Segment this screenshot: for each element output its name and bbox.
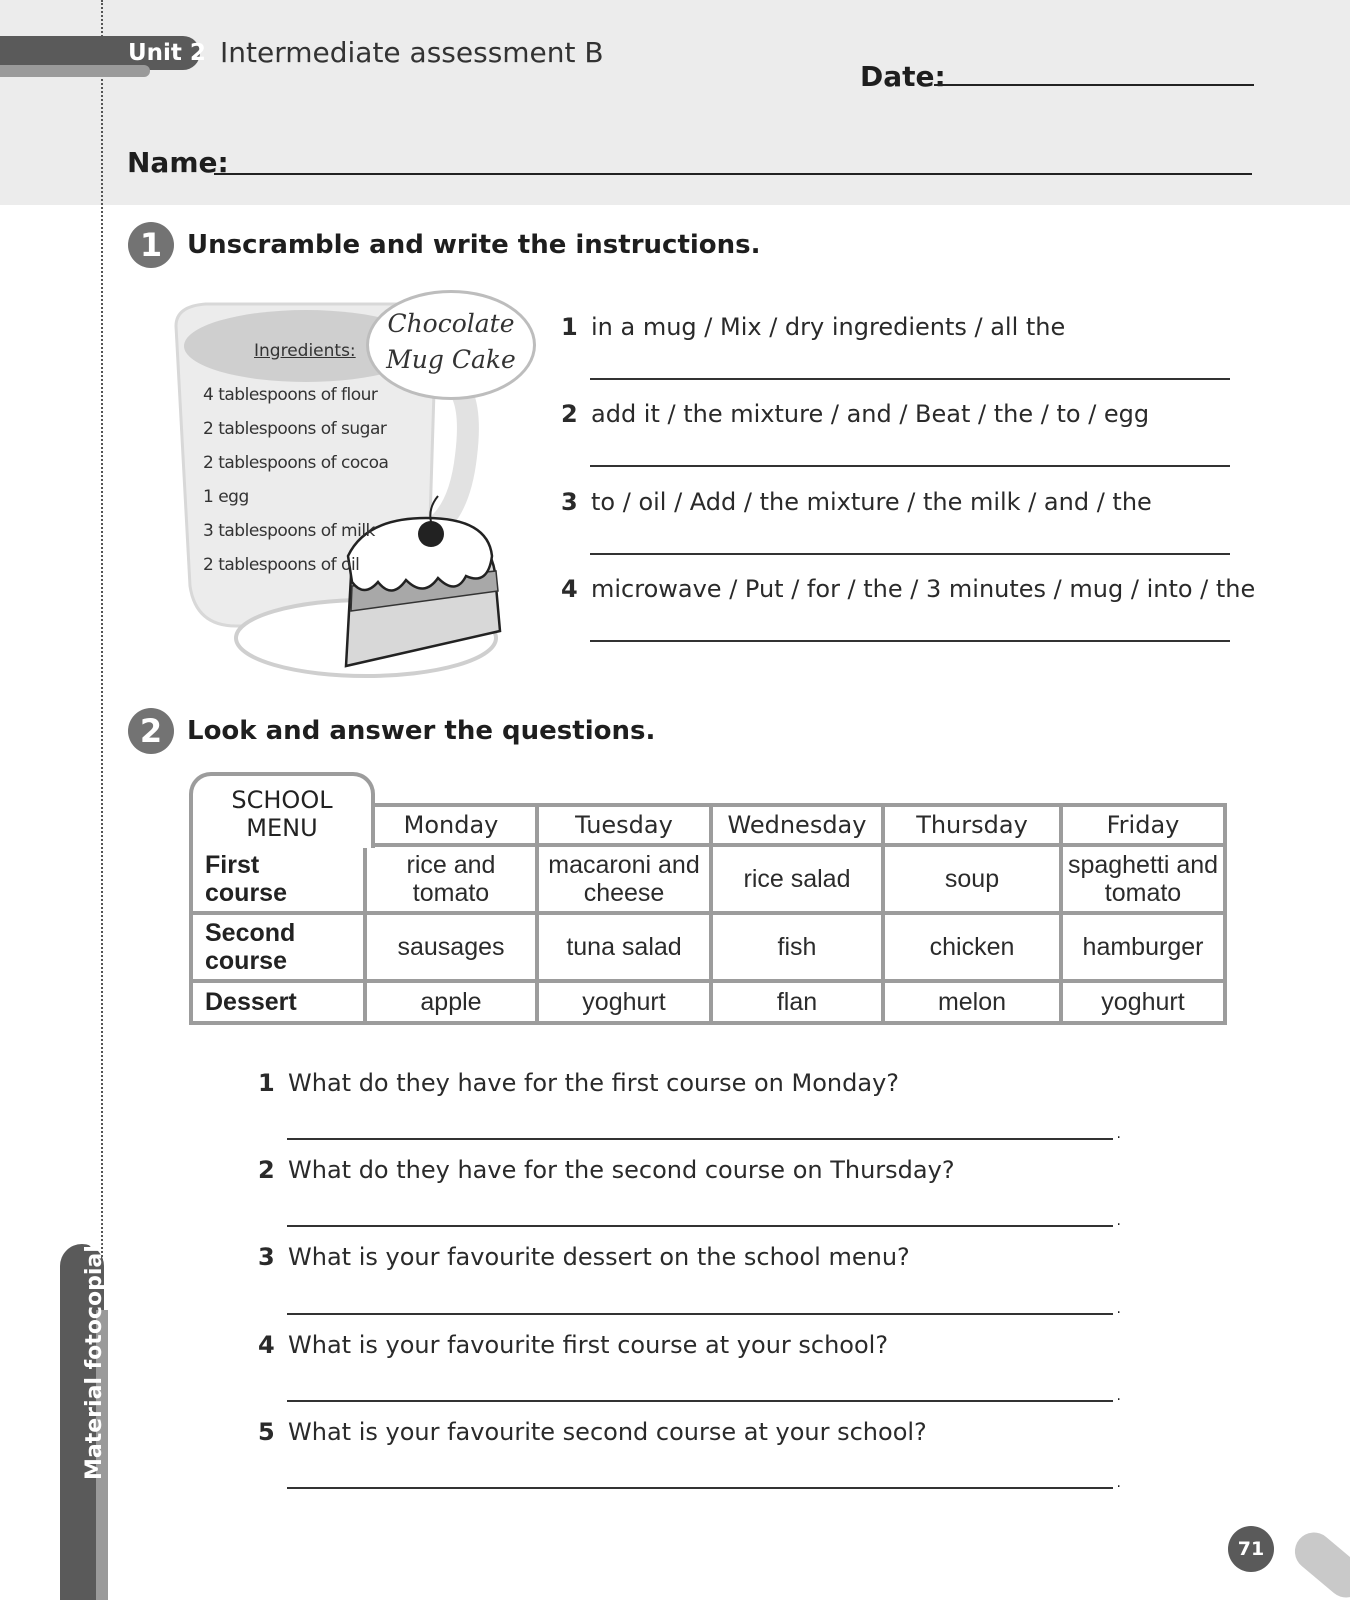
ingredient-item: 1 egg: [203, 487, 249, 507]
item-number: 3: [561, 488, 578, 516]
item-text: to / oil / Add / the mixture / the milk / and / the: [591, 488, 1152, 516]
row-label-second-course: Second course: [191, 913, 365, 981]
unit-tab: [0, 31, 208, 75]
section-1-number: 1: [128, 222, 174, 268]
section-1-title: Unscramble and write the instructions.: [187, 230, 761, 260]
date-field[interactable]: [934, 84, 1254, 86]
name-label: Name:: [127, 146, 229, 179]
scramble-item: [561, 400, 1149, 428]
ingredient-item: 2 tablespoons of sugar: [203, 419, 387, 439]
row-label-dessert: Dessert: [191, 981, 365, 1023]
day-header: Wednesday: [711, 805, 883, 845]
menu-tab-line-2: MENU: [246, 814, 318, 842]
question-number: 1: [258, 1069, 275, 1097]
menu-cell: flan: [711, 981, 883, 1023]
page-number-tail: [1287, 1525, 1350, 1605]
unit-tab-shadow: [0, 65, 150, 77]
section-2-title: Look and answer the questions.: [187, 716, 656, 746]
answer-line[interactable]: .: [287, 1138, 1113, 1140]
menu-cell: soup: [883, 845, 1061, 913]
day-header: Tuesday: [537, 805, 711, 845]
ingredient-item: 2 tablespoons of cocoa: [203, 453, 389, 473]
item-text: microwave / Put / for / the / 3 minutes / mug / into / the: [591, 575, 1256, 603]
question-text: What is your favourite first course at your school?: [288, 1331, 889, 1359]
ingredients-title: Ingredients:: [254, 341, 356, 361]
menu-tab-line-1: SCHOOL: [231, 786, 333, 814]
mug-cake-illustration: [166, 286, 536, 696]
row-label-first-course: First course: [191, 845, 365, 913]
menu-cell: tuna salad: [537, 913, 711, 981]
day-header: Thursday: [883, 805, 1061, 845]
scramble-item: [561, 575, 1255, 603]
question-number: 2: [258, 1156, 275, 1184]
page-number: 71: [1228, 1526, 1274, 1572]
item-text: in a mug / Mix / dry ingredients / all the: [591, 313, 1066, 341]
question-number: 5: [258, 1418, 275, 1446]
menu-cell: fish: [711, 913, 883, 981]
scramble-item: [561, 313, 1065, 341]
question-item: [258, 1243, 910, 1271]
menu-cell: chicken: [883, 913, 1061, 981]
menu-cell: sausages: [365, 913, 537, 981]
menu-cell: melon: [883, 981, 1061, 1023]
page-title: Intermediate assessment B: [220, 36, 604, 69]
recipe-title-line-2: Mug Cake: [386, 345, 516, 374]
question-text: What is your favourite second course at your school?: [288, 1418, 927, 1446]
name-field[interactable]: [214, 173, 1252, 175]
item-number: 1: [561, 313, 578, 341]
answer-line[interactable]: .: [287, 1313, 1113, 1315]
menu-cell: yoghurt: [537, 981, 711, 1023]
date-label: Date:: [860, 60, 946, 93]
menu-cell: yoghurt: [1061, 981, 1225, 1023]
unit-label: Unit 2: [128, 40, 206, 66]
menu-cell: hamburger: [1061, 913, 1225, 981]
item-number: 4: [561, 575, 578, 603]
recipe-title-bubble: [366, 290, 536, 400]
menu-cell: spaghetti and tomato: [1061, 845, 1225, 913]
section-2-number: 2: [128, 708, 174, 754]
school-menu-tab: [189, 772, 375, 848]
photocopiable-label: Material fotocopiable: [82, 1214, 107, 1480]
question-text: What is your favourite dessert on the school menu?: [288, 1243, 910, 1271]
question-number: 3: [258, 1243, 275, 1271]
answer-line[interactable]: .: [287, 1225, 1113, 1227]
question-text: What do they have for the first course on Monday?: [288, 1069, 900, 1097]
menu-cell: rice salad: [711, 845, 883, 913]
scramble-item: [561, 488, 1152, 516]
question-item: [258, 1069, 899, 1097]
ingredient-item: 4 tablespoons of flour: [203, 385, 378, 405]
menu-cell: macaroni and cheese: [537, 845, 711, 913]
answer-line[interactable]: .: [287, 1400, 1113, 1402]
ingredient-item: 3 tablespoons of milk: [203, 521, 375, 541]
answer-line[interactable]: [590, 378, 1230, 380]
menu-cell: rice and tomato: [365, 845, 537, 913]
question-number: 4: [258, 1331, 275, 1359]
item-number: 2: [561, 400, 578, 428]
recipe-title-line-1: Chocolate: [387, 309, 515, 338]
answer-line[interactable]: .: [287, 1487, 1113, 1489]
day-header: Monday: [365, 805, 537, 845]
answer-line[interactable]: [590, 640, 1230, 642]
question-item: [258, 1156, 955, 1184]
menu-cell: apple: [365, 981, 537, 1023]
question-item: [258, 1331, 888, 1359]
day-header: Friday: [1061, 805, 1225, 845]
ingredient-item: 2 tablespoons of oil: [203, 555, 360, 575]
question-text: What do they have for the second course on Thursday?: [288, 1156, 955, 1184]
answer-line[interactable]: [590, 553, 1230, 555]
question-item: [258, 1418, 927, 1446]
item-text: add it / the mixture / and / Beat / the / to / egg: [591, 400, 1150, 428]
answer-line[interactable]: [590, 465, 1230, 467]
